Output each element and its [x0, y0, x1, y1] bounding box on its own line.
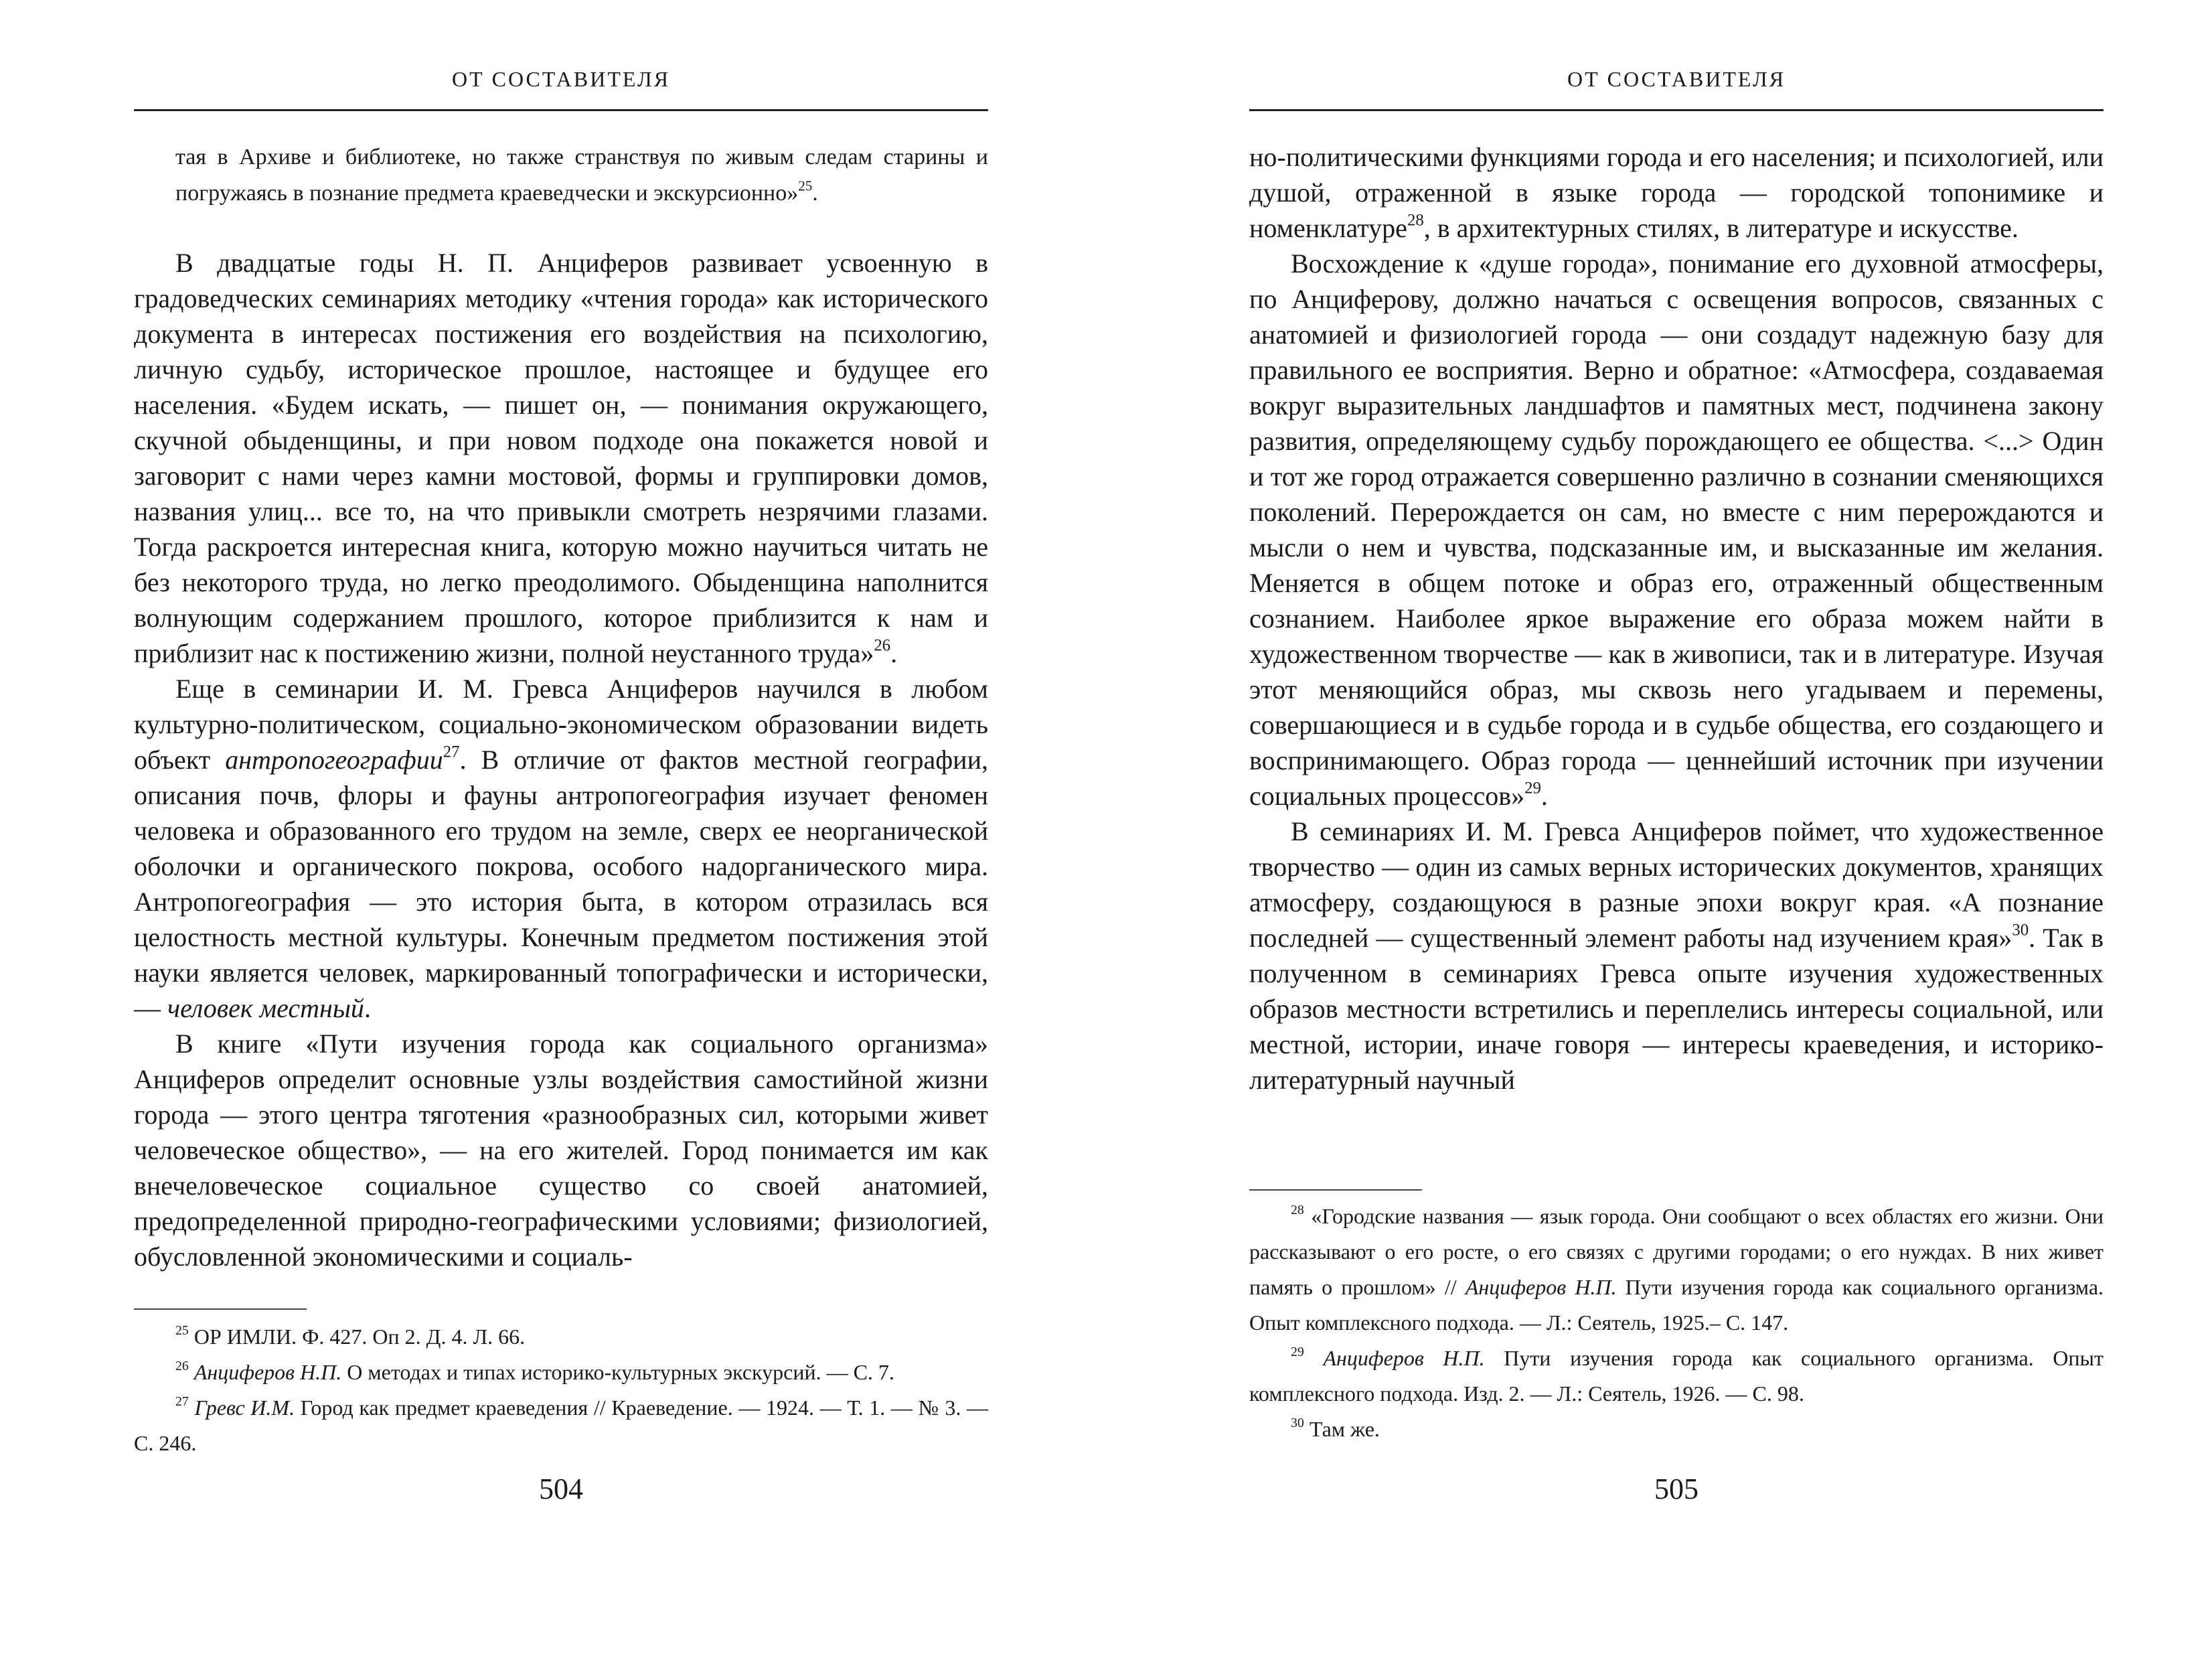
- footnote: $^{26}$ Анциферов Н.П. О методах и типах историко-культурных экскурсий. — С. 7.: [175, 1359, 894, 1384]
- paragraph: В двадцатые годы Н. П. Анциферов развивает усвоенную в градоведческих семинариях методику «чтения города» как исторического документа в интересах постижения его воздействия на психологию, личную судьбу, историческое прошлое, настоящее и будущее его населения. «Будем искать, — пишет он, — понимания окружающего, скучной обыденщины, и при новом подходе она покажется новой и заговорит с нами через камни мостовой, формы и группировки домов, названия улиц... все то, на что привыкли смотреть незрячими глазами. Тогда раскроется интересная книга, которую можно научиться читать не без некоторого труда, но легко преодолимого. Обыденщина наполнится волнующим содержанием прошлого, которое приблизится к нам и приблизит нас к постижению жизни, полной неустанного труда»$^{26}$.: [134, 248, 988, 668]
- footnote-rule: [134, 1308, 307, 1310]
- paragraph: Восхождение к «душе города», понимание его духовной атмосферы, по Анциферову, должно начаться с освещения вопросов, связанных с анатомией и физиологией города — они создадут надежную базу для правильного ее восприятия. Верно и обратное: «Атмосфера, создаваемая вокруг выразительных ландшафтов и памятных мест, подчинена закону развития, определяющему судьбу порождающего ее общества. <...> Один и тот же город отражается совершенно различно в сознании сменяющихся поколений. Перерождается он сам, но вместе с ним перерождаются и мысли о нем и чувства, подсказанные им, и высказанные им желания. Меняется в общем потоке и образ его, отраженный общественным сознанием. Наиболее яркое выражение его образа можем найти в художественном творчестве — как в живописи, так и в литературе. Изучая этот меняющийся образ, мы сквозь него угадываем и перемены, совершающиеся и в судьбе города и в судьбе общества, его создающего и воспринимающего. Образ города — ценнейший источник при изучении социальных процессов»$^{29}$.: [1249, 248, 2104, 811]
- header-rule: [1249, 109, 2104, 111]
- footnote: $^{27}$ Гревс И.М. Город как предмет краеведения // Краеведение. — 1924. — Т. 1. — № 3. — С. 246.: [134, 1394, 989, 1455]
- body-text: [1249, 139, 2104, 1098]
- footnotes: [1249, 1199, 2104, 1447]
- running-head: ОТ СОСТАВИТЕЛЯ: [451, 67, 671, 91]
- paragraph: В семинариях И. М. Гревса Анциферов поймет, что художественное творчество — один из самых верных исторических документов, хранящих атмосферу, создающуюся в разные эпохи вокруг края. «А познание последней — существенный элемент работы над изучением края»$^{30}$. Так в полученном в семинариях Гревса опыте изучения художественных образов местности встретились и переплелись интересы социальной, или местной, истории, иначе говоря — интересы краеведения, и историко-литературный научный: [1249, 816, 2104, 1095]
- footnote-rule: [1249, 1189, 1422, 1191]
- footnote-ref[interactable]: 28: [1407, 211, 1424, 230]
- header-rule: [134, 109, 988, 111]
- footnote: $^{29}$ Анциферов Н.П. Пути изучения города как социального организма. Опыт комплексного подхода. Изд. 2. — Л.: Сеятель, 1926. — С. 98.: [1249, 1345, 2104, 1406]
- footnote: $^{28}$ «Городские названия — язык города. Они сообщают о всех областях его жизни. Они рассказывают о его росте, о его связях с другими городами; о его нуждах. В них живет память о прошлом» // Анциферов Н.П. Пути изучения города как социального организма. Опыт комплексного подхода. — Л.: Сеятель, 1925.– С. 147.: [1249, 1203, 2104, 1335]
- footnote: $^{30}$ Там же.: [1291, 1416, 1380, 1441]
- footnote-ref[interactable]: 25: [798, 177, 813, 194]
- paragraph: но-политическими функциями города и его населения; и психологией, или душой, отраженной в языке города — городской топонимике и номенклатуре$^{28}$, в архитектурных стилях, в литературе и искусстве.: [1249, 142, 2104, 243]
- footnote-ref[interactable]: 26: [874, 636, 891, 655]
- right-page: [1249, 0, 2104, 1660]
- footnote: $^{25}$ ОР ИМЛИ. Ф. 427. Оп 2. Д. 4. Л. 66.: [175, 1323, 526, 1349]
- footnotes: [134, 1319, 988, 1461]
- emphasis: антропогеографии: [225, 745, 443, 775]
- block-quote: [175, 139, 988, 212]
- left-page: [134, 0, 988, 1660]
- footnote-ref[interactable]: 30: [2012, 921, 2029, 939]
- footnote-ref[interactable]: 27: [443, 743, 460, 761]
- body-text: [134, 245, 988, 1274]
- page-number: 504: [539, 1473, 583, 1505]
- running-head: ОТ СОСТАВИТЕЛЯ: [1567, 67, 1786, 91]
- emphasis: человек местный: [167, 993, 364, 1023]
- paragraph: В книге «Пути изучения города как социального организма» Анциферов определит основные узлы воздействия самостийной жизни города — этого центра тяготения «разнообразных сил, которыми живет человеческое общество», — на его жителей. Город понимается им как внечеловеческое социальное существо со своей анатомией, предопределенной природно-географическими условиями; физиологией, обусловленной экономическими и социаль-: [134, 1029, 988, 1272]
- footnote-ref[interactable]: 29: [1524, 779, 1541, 798]
- page-number: 505: [1654, 1473, 1698, 1505]
- paragraph: Еще в семинарии И. М. Гревса Анциферов научился в любом культурно-политическом, социально-экономическом образовании видеть объект антропогеографии$^{27}$. В отличие от фактов местной географии, описания почв, флоры и фауны антропогеография изучает феномен человека и образованного его трудом на земле, сверх ее неорганической оболочки и органического покрова, особого надорганического мира. Антропогеография — это история быта, в котором отразилась вся целостность местной культуры. Конечным предметом постижения этой науки является человек, маркированный топографически и исторически, — человек местный.: [134, 674, 988, 1023]
- quote-paragraph: тая в Архиве и библиотеке, но также странствуя по живым следам старины и погружаясь в познание предмета краеведчески и экскурсионно»$^{25}$.: [175, 145, 988, 206]
